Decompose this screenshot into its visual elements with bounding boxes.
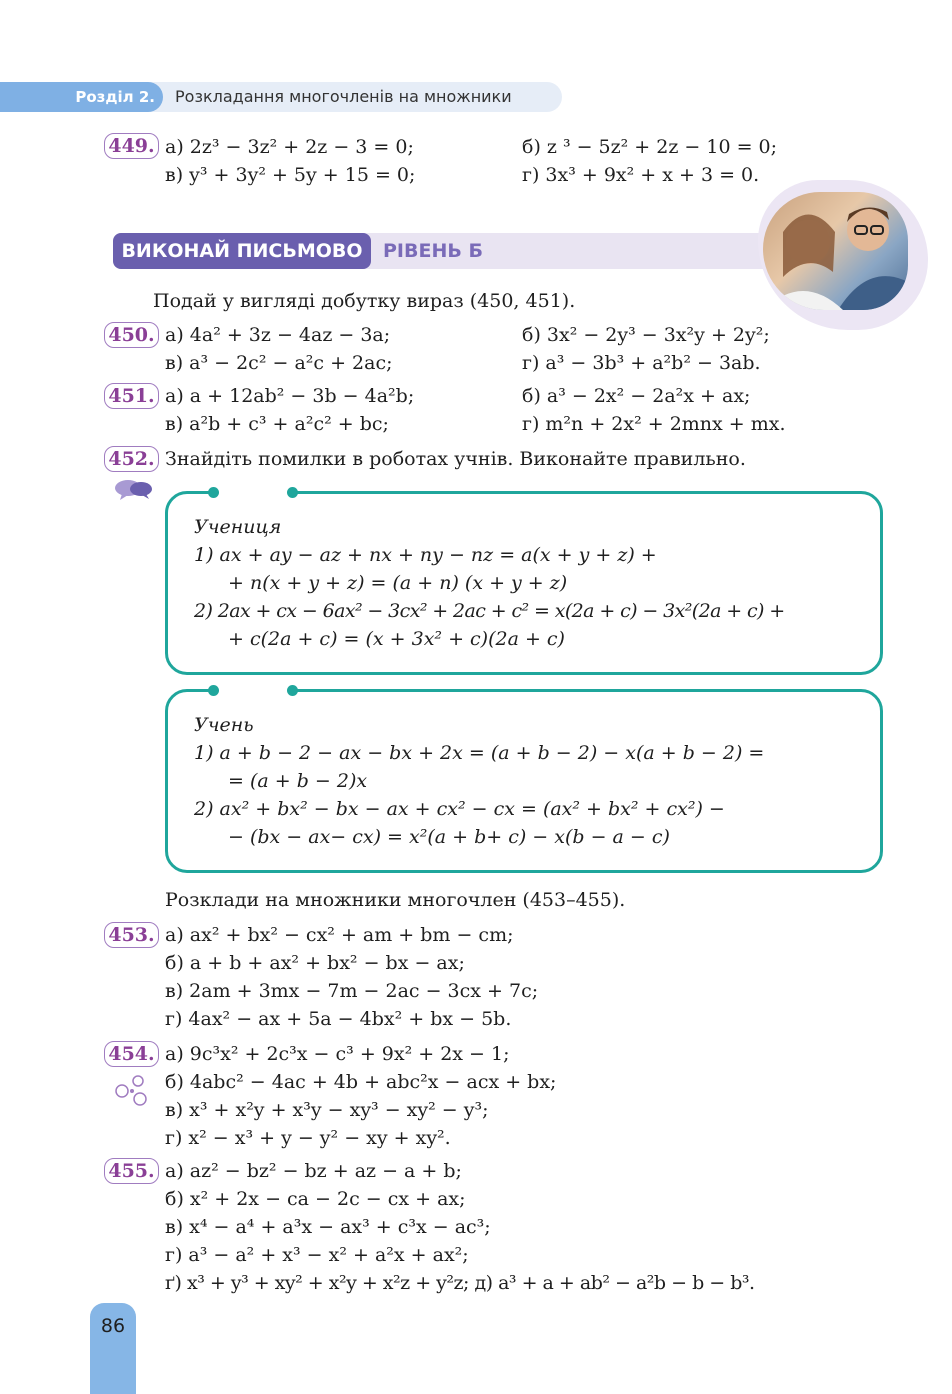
- box-1-line-4: + c(2a + c) = (x + 3x² + c)(2a + c): [228, 628, 565, 650]
- box-2-line-2: = (a + b − 2)x: [228, 770, 368, 792]
- task-455-b: б) x² + 2x − ca − 2c − cx + ax;: [165, 1188, 466, 1210]
- task-number-452: 452.: [104, 446, 159, 472]
- student-work-box-boy: [165, 689, 883, 873]
- task-number-451: 451.: [104, 383, 159, 409]
- task-451-v: в) a²b + c³ + a²c² + bc;: [165, 413, 389, 435]
- task-454-a: а) 9c³x² + 2c³x − c³ + 9x² + 2x − 1;: [165, 1043, 510, 1065]
- task-453-g: г) 4ax² − ax + 5a − 4bx² + bx − 5b.: [165, 1008, 512, 1030]
- section-label: Розділ 2.: [0, 82, 163, 112]
- task-449-g: г) 3x³ + 9x² + x + 3 = 0.: [522, 164, 760, 186]
- box-1-title: Учениця: [194, 516, 282, 538]
- task-453-b: б) a + b + ax² + bx² − bx − ax;: [165, 952, 465, 974]
- task-number-453: 453.: [104, 922, 159, 948]
- box-2-line-4: − (bx − ax− cx) = x²(a + b+ c) − x(b − a − c): [228, 826, 670, 848]
- box-1-line-3: 2) 2ax + cx − 6ax² − 3cx² + 2ac + c² = x(2a + c) − 3x²(2a + c) +: [194, 600, 785, 622]
- task-451-a: а) a + 12ab² − 3b − 4a²b;: [165, 385, 415, 407]
- section-title: Розкладання многочленів на множники: [175, 87, 512, 106]
- task-452-text: Знайдіть помилки в роботах учнів. Виконайте правильно.: [165, 448, 746, 470]
- task-453-a: а) ax² + bx² − cx² + am + bm − cm;: [165, 924, 514, 946]
- task-453-v: в) 2am + 3mx − 7m − 2ac − 3cx + 7c;: [165, 980, 539, 1002]
- instruction-450-451: Подай у вигляді добутку вираз (450, 451).: [153, 290, 576, 312]
- task-450-a: а) 4a² + 3z − 4az − 3a;: [165, 324, 391, 346]
- task-455-gg-d: ґ) x³ + y³ + xy² + x²y + x²z + y²z; д) a³ + a + ab² − a²b − b − b³.: [165, 1272, 755, 1294]
- instruction-453-455: Розклади на множники многочлен (453–455).: [165, 889, 626, 911]
- box-2-title: Учень: [194, 714, 254, 736]
- task-454-b: б) 4abc² − 4ac + 4b + abc²x − acx + bx;: [165, 1071, 557, 1093]
- task-449-v: в) y³ + 3y² + 5y + 15 = 0;: [165, 164, 416, 186]
- task-455-g: г) a³ − a² + x³ − x² + a²x + ax²;: [165, 1244, 469, 1266]
- task-455-v: в) x⁴ − a⁴ + a³x − ax³ + c³x − ac³;: [165, 1216, 491, 1238]
- task-number-450: 450.: [104, 322, 159, 348]
- box-1-line-1: 1) ax + ay − az + nx + ny − nz = a(x + y + z) +: [194, 544, 657, 566]
- level-subtitle: РІВЕНЬ Б: [383, 240, 483, 262]
- level-title: ВИКОНАЙ ПИСЬМОВО: [113, 233, 371, 269]
- task-449-a: а) 2z³ − 3z² + 2z − 3 = 0;: [165, 136, 414, 158]
- task-450-v: в) a³ − 2c² − a²c + 2ac;: [165, 352, 393, 374]
- student-work-box-girl: [165, 491, 883, 675]
- task-455-a: а) az² − bz² − bz + az − a + b;: [165, 1160, 462, 1182]
- discussion-icon: [114, 478, 154, 506]
- task-number-454: 454.: [104, 1041, 159, 1067]
- task-450-g: г) a³ − 3b³ + a²b² − 3ab.: [522, 352, 761, 374]
- bubbles-icon: [114, 1073, 150, 1111]
- task-451-g: г) m²n + 2x² + 2mnx + mx.: [522, 413, 786, 435]
- students-photo: [763, 192, 908, 310]
- task-454-v: в) x³ + x²y + x³y − xy³ − xy² − y³;: [165, 1099, 489, 1121]
- task-454-g: г) x² − x³ + y − y² − xy + xy².: [165, 1127, 451, 1149]
- box-1-line-2: + n(x + y + z) = (a + n) (x + y + z): [228, 572, 568, 594]
- task-451-b: б) a³ − 2x² − 2a²x + ax;: [522, 385, 751, 407]
- task-449-b: б) z ³ − 5z² + 2z − 10 = 0;: [522, 136, 778, 158]
- page-number: 86: [100, 1315, 126, 1337]
- box-2-line-1: 1) a + b − 2 − ax − bx + 2x = (a + b − 2) − x(a + b − 2) =: [194, 742, 765, 764]
- box-2-line-3: 2) ax² + bx² − bx − ax + cx² − cx = (ax² + bx² + cx²) −: [194, 798, 725, 820]
- task-number-449: 449.: [104, 133, 159, 159]
- task-number-455: 455.: [104, 1158, 159, 1184]
- task-450-b: б) 3x² − 2y³ − 3x²y + 2y²;: [522, 324, 770, 346]
